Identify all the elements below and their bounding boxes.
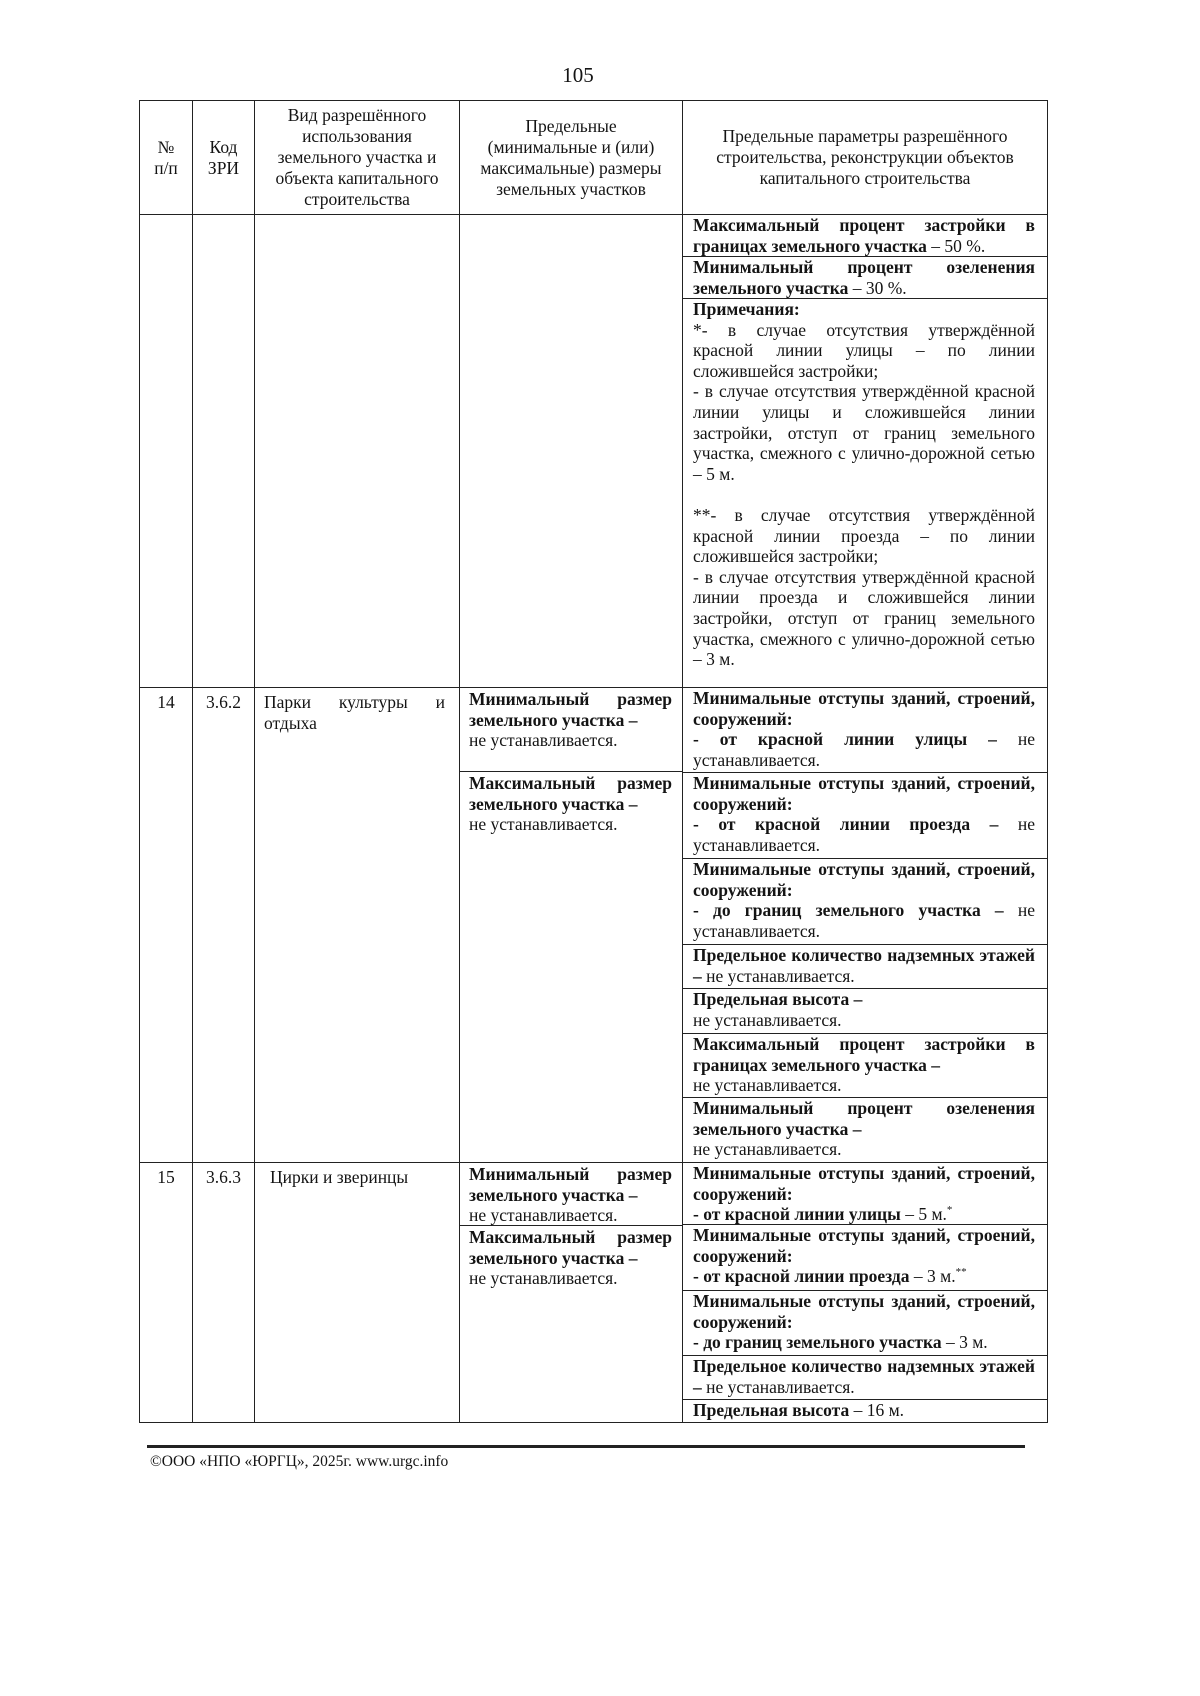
row-use-type: Парки культуры и отдыха xyxy=(255,688,460,1163)
cell-sizes xyxy=(460,688,683,1163)
param-label: Максимальный процент застройки в границах земельного участка xyxy=(693,215,1035,256)
param-label: - от красной линии проезда xyxy=(693,1266,910,1287)
param-value: не устанавливается. xyxy=(693,1139,842,1160)
size-label: Максимальный размер земельного участка – xyxy=(469,773,672,814)
cell-params xyxy=(683,1163,1048,1423)
footnote-mark: * xyxy=(946,1204,953,1217)
param-max-build-percent xyxy=(683,1034,1047,1098)
param-line xyxy=(693,1266,1035,1287)
footnote-mark: ** xyxy=(955,1266,967,1279)
row-code: 3.6.2 xyxy=(193,688,255,1163)
param-floors xyxy=(683,1356,1047,1400)
size-min xyxy=(460,1163,682,1226)
param-label: Предельное количество надземных этажей – xyxy=(693,1356,1035,1397)
param-label: - до границ земельного участка xyxy=(693,1332,942,1353)
cell-sizes xyxy=(460,215,683,688)
note-item: *- в случае отсутствия утверждённой красной линии улицы – по линии сложившейся застройки; xyxy=(693,319,1035,381)
param-value: – 3 м. xyxy=(909,1266,956,1287)
header-code xyxy=(193,101,255,215)
table-header xyxy=(140,101,1048,215)
param-label: Предельное количество надземных этажей – xyxy=(693,945,1035,986)
header-params xyxy=(683,101,1048,215)
param-min-green-percent xyxy=(683,1098,1047,1162)
size-value: не устанавливается. xyxy=(469,1268,618,1289)
param-setback-street xyxy=(683,1163,1047,1225)
param-label: - от красной линии улицы xyxy=(693,1204,901,1225)
notes-title: Примечания: xyxy=(693,299,800,319)
header-num-label: № п/п xyxy=(154,136,178,178)
row-use-type: Цирки и зверинцы xyxy=(255,1163,460,1423)
param-value: не устанавливается. xyxy=(693,729,1035,770)
param-line xyxy=(693,729,1035,770)
size-value: не устанавливается. xyxy=(469,1205,618,1226)
param-setback-boundary xyxy=(683,859,1047,945)
size-label: Минимальный размер земельного участка – xyxy=(469,689,672,730)
cell-num xyxy=(140,215,193,688)
param-setback-boundary xyxy=(683,1291,1047,1356)
param-min-green-percent xyxy=(683,257,1047,299)
param-floors xyxy=(683,945,1047,989)
param-value: – 16 м. xyxy=(849,1400,905,1420)
param-value: не устанавливается. xyxy=(693,814,1035,855)
param-label: - от красной линии улицы – xyxy=(693,729,997,750)
cell-sizes xyxy=(460,1163,683,1423)
param-label: - от красной линии проезда – xyxy=(693,814,999,835)
param-height xyxy=(683,1400,1047,1422)
regulations-table xyxy=(139,100,1048,1423)
size-max xyxy=(460,1226,682,1422)
param-setback-driveway xyxy=(683,773,1047,859)
header-code-label: Код ЗРИ xyxy=(207,136,240,178)
row-number: 14 xyxy=(140,688,193,1163)
param-label: Предельная высота xyxy=(693,1400,850,1420)
param-value: не устанавливается. xyxy=(701,1376,855,1397)
header-use-label: Вид разрешённого использования земельного участка и объекта капитального строительства xyxy=(275,105,439,209)
param-heading: Минимальные отступы зданий, строений, сооружений: xyxy=(693,688,1035,729)
param-value: не устанавливается. xyxy=(693,1075,842,1096)
param-setback-driveway xyxy=(683,1225,1047,1291)
param-max-build-percent xyxy=(683,215,1047,257)
size-value: не устанавливается. xyxy=(469,814,618,835)
size-max xyxy=(460,772,682,1162)
param-value: не устанавливается. xyxy=(701,965,855,986)
row-number: 15 xyxy=(140,1163,193,1423)
param-label: Максимальный процент застройки в границах земельного участка – xyxy=(693,1034,1035,1075)
param-heading: Минимальные отступы зданий, строений, сооружений: xyxy=(693,1163,1035,1204)
param-label: Минимальный процент озеленения земельного участка – xyxy=(693,1098,1035,1139)
cell-code xyxy=(193,215,255,688)
param-line xyxy=(693,814,1035,855)
param-value: не устанавливается. xyxy=(693,900,1035,941)
note-item: **- в случае отсутствия утверждённой красной линии проезда – по линии сложившейся застройки; xyxy=(693,504,1035,567)
param-line xyxy=(693,1204,1035,1225)
param-value: не устанавливается. xyxy=(693,1009,842,1030)
param-height xyxy=(683,989,1047,1034)
param-label: - до границ земельного участка – xyxy=(693,900,1004,921)
cell-params xyxy=(683,688,1048,1163)
row-code: 3.6.3 xyxy=(193,1163,255,1423)
param-heading: Минимальные отступы зданий, строений, сооружений: xyxy=(693,859,1035,900)
header-params-label: Предельные параметры разрешённого строительства, реконструкции объектов капитального строительства xyxy=(716,126,1014,188)
footer-copyright: ©ООО «НПО «ЮРГЦ», 2025г. www.urgc.info xyxy=(150,1453,449,1470)
size-label: Максимальный размер земельного участка – xyxy=(469,1227,672,1268)
table-row-15 xyxy=(140,1163,1048,1423)
param-heading: Минимальные отступы зданий, строений, сооружений: xyxy=(693,1225,1035,1266)
param-value: – 50 %. xyxy=(926,235,986,256)
param-label: Предельная высота – xyxy=(693,989,863,1009)
cell-use xyxy=(255,215,460,688)
param-line xyxy=(693,900,1035,941)
notes xyxy=(683,299,1047,687)
note-item: - в случае отсутствия утверждённой красной линии проезда и сложившейся линии застройки, отступ от границ земельного участка, смежного с улично-дорожной сетью – 3 м. xyxy=(693,566,1035,670)
table-row-continuation xyxy=(140,215,1048,688)
page-number: 105 xyxy=(562,63,594,87)
param-heading: Минимальные отступы зданий, строений, сооружений: xyxy=(693,773,1035,814)
param-setback-street xyxy=(683,688,1047,773)
param-value: – 5 м. xyxy=(900,1204,947,1225)
param-line xyxy=(693,1332,1035,1353)
param-value: – 30 %. xyxy=(848,277,907,298)
size-value: не устанавливается. xyxy=(469,730,618,751)
footer-divider xyxy=(147,1445,1025,1448)
param-label: Минимальный процент озеленения земельного участка xyxy=(693,257,1035,298)
param-value: – 3 м. xyxy=(941,1332,988,1353)
header-sizes-label: Предельные (минимальные и (или) максимальные) размеры земельных участков xyxy=(480,115,662,199)
header-num xyxy=(140,101,193,215)
size-min xyxy=(460,688,682,772)
cell-params xyxy=(683,215,1048,688)
size-label: Минимальный размер земельного участка – xyxy=(469,1164,672,1205)
table-row-14 xyxy=(140,688,1048,1163)
param-heading: Минимальные отступы зданий, строений, сооружений: xyxy=(693,1291,1035,1332)
note-item: - в случае отсутствия утверждённой красной линии улицы и сложившейся линии застройки, отступ от границ земельного участка, смежного с улично-дорожной сетью – 5 м. xyxy=(693,381,1035,484)
header-use xyxy=(255,101,460,215)
header-sizes xyxy=(460,101,683,215)
